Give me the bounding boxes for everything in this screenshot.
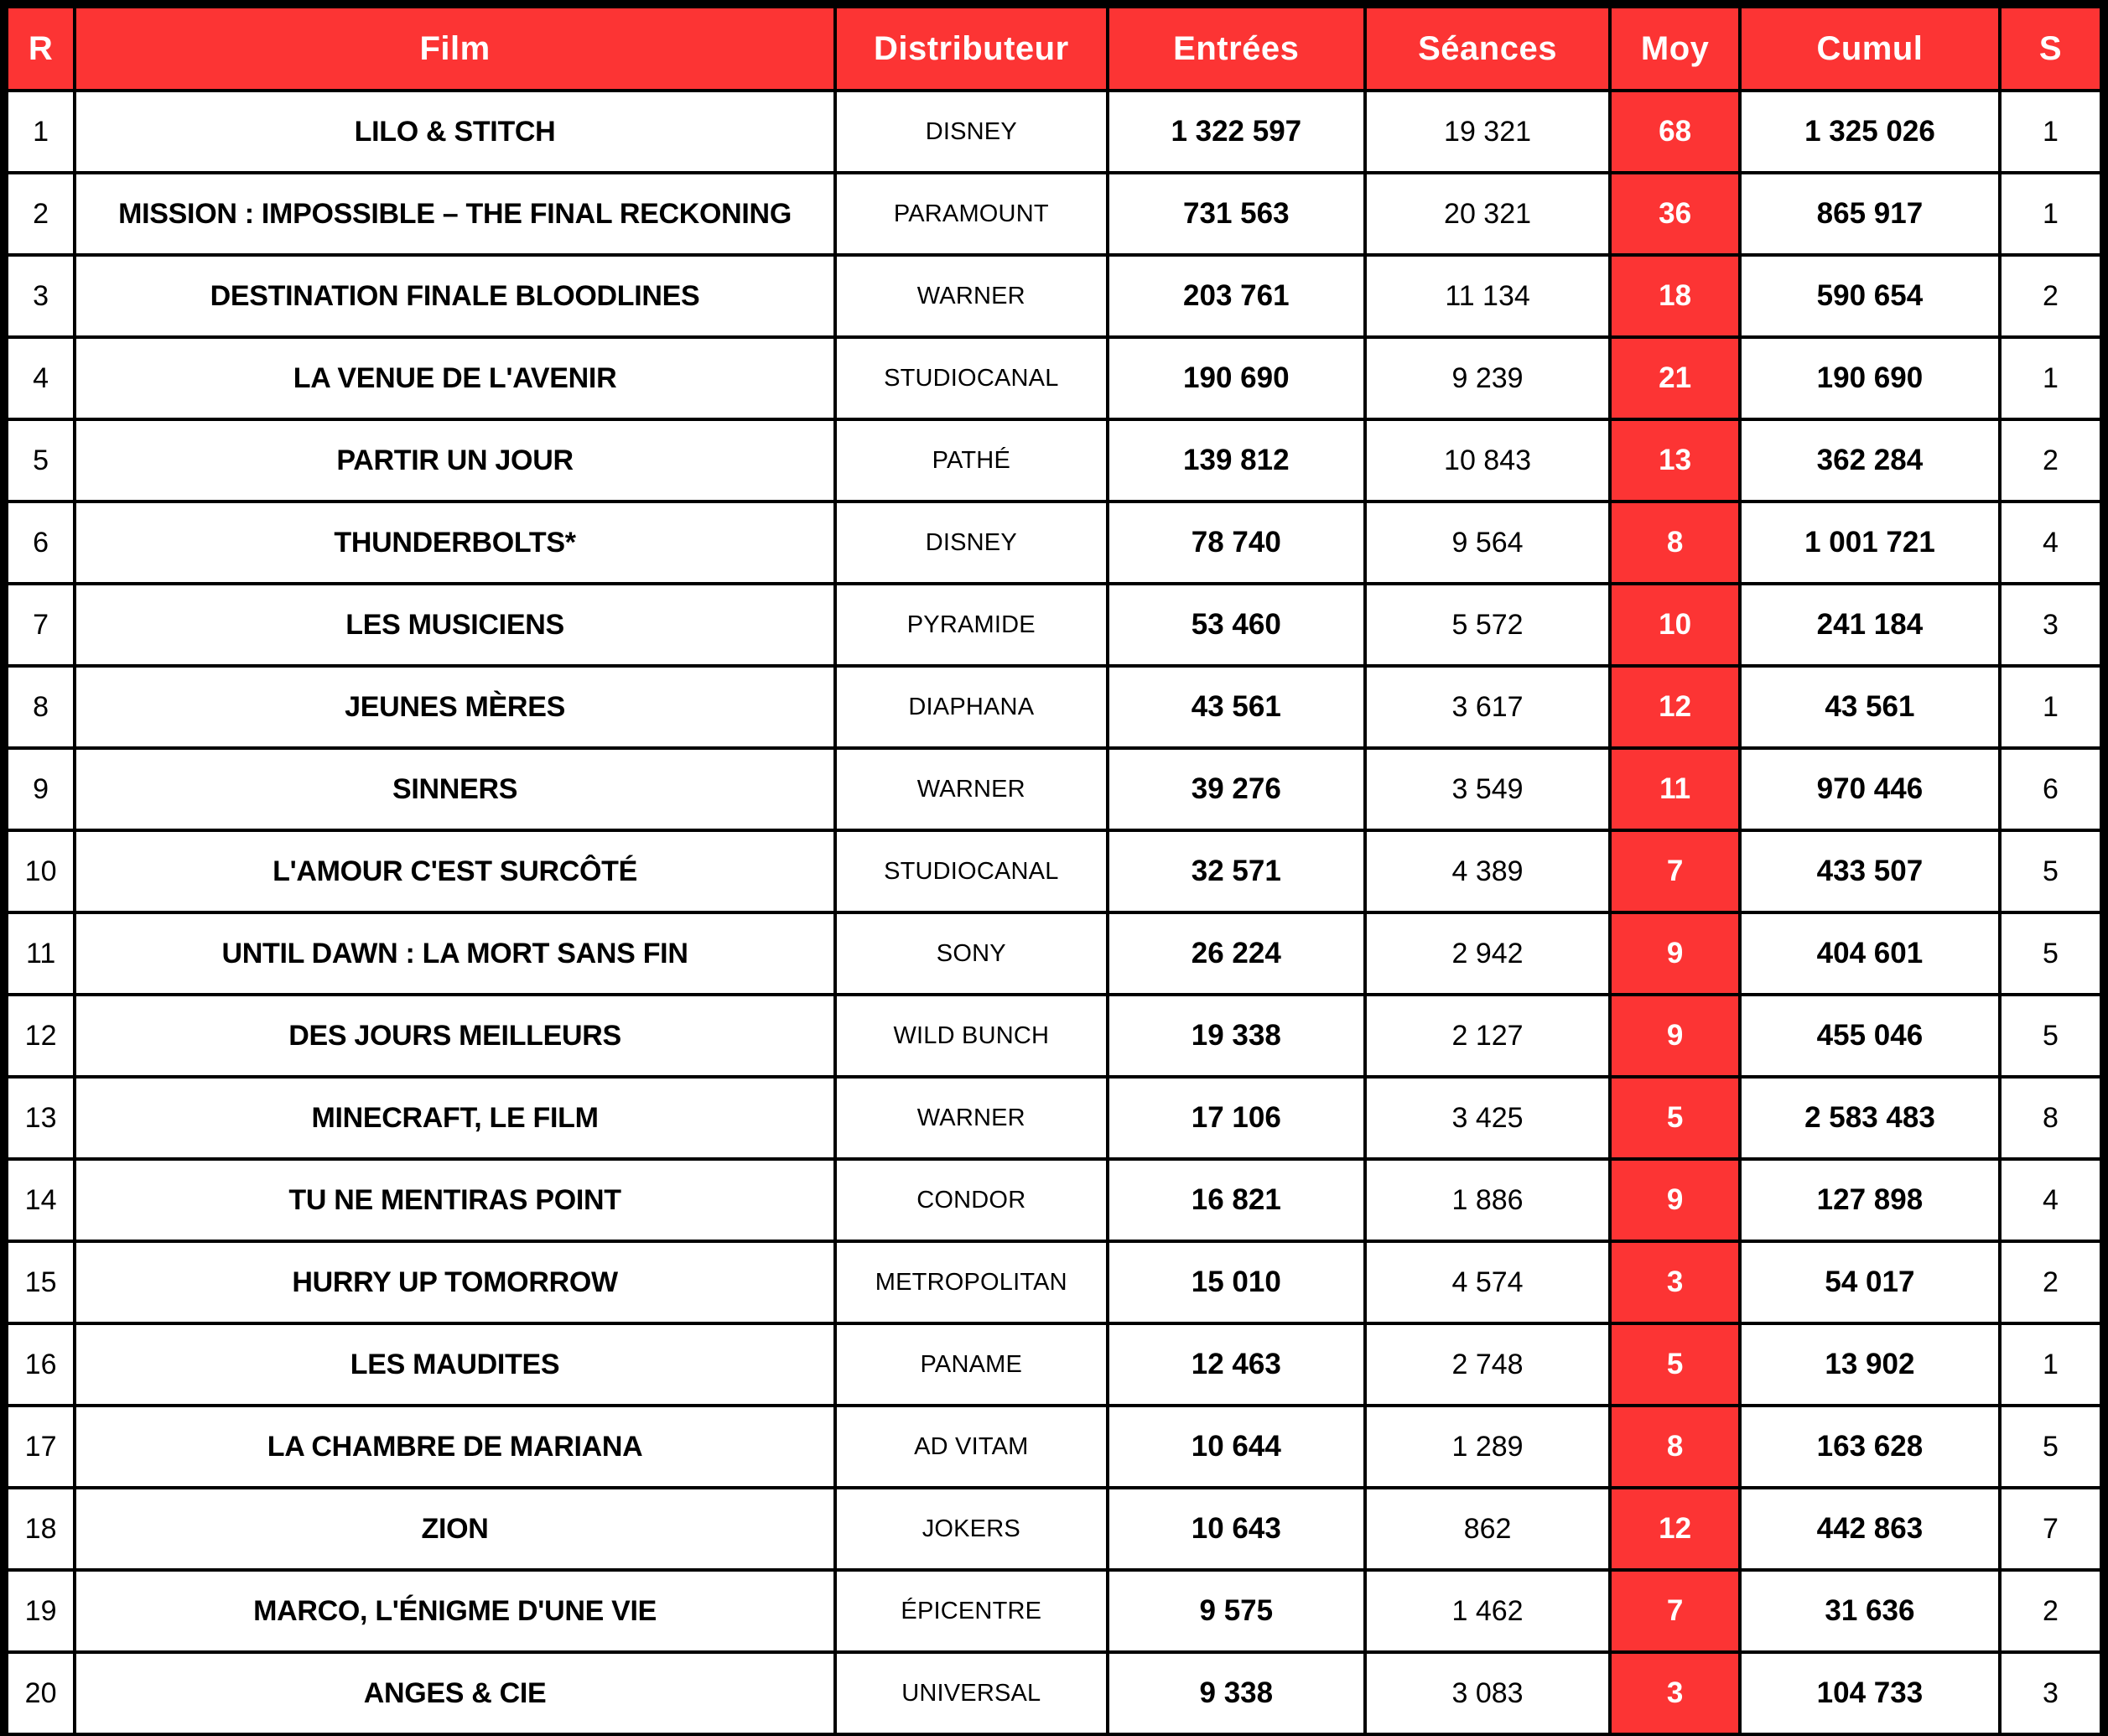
table-row	[7, 1652, 2101, 1734]
cumul-cell: 13 902	[1740, 1323, 2000, 1406]
moy-cell: 5	[1610, 1077, 1740, 1159]
rank-cell: 15	[7, 1241, 75, 1323]
table-row	[7, 1159, 2101, 1241]
sem-cell: 2	[2000, 255, 2101, 337]
moy-cell: 9	[1610, 1159, 1740, 1241]
sem-cell: 2	[2000, 419, 2101, 502]
dist-cell: UNIVERSAL	[835, 1652, 1108, 1734]
dist-cell: ÉPICENTRE	[835, 1570, 1108, 1652]
rank-cell: 7	[7, 584, 75, 666]
moy-cell: 21	[1610, 337, 1740, 419]
box-office-table	[5, 5, 2103, 1736]
sem-cell: 5	[2000, 912, 2101, 995]
table-row	[7, 1570, 2101, 1652]
table-row	[7, 912, 2101, 995]
cumul-cell: 590 654	[1740, 255, 2000, 337]
cumul-cell: 362 284	[1740, 419, 2000, 502]
sem-cell: 7	[2000, 1488, 2101, 1570]
sem-cell: 1	[2000, 91, 2101, 173]
seances-cell: 4 389	[1365, 830, 1610, 912]
seances-cell: 2 748	[1365, 1323, 1610, 1406]
entrees-cell: 43 561	[1108, 666, 1365, 748]
moy-cell: 8	[1610, 1406, 1740, 1488]
seances-cell: 3 549	[1365, 748, 1610, 830]
table-row	[7, 255, 2101, 337]
entrees-cell: 731 563	[1108, 173, 1365, 255]
dist-cell: JOKERS	[835, 1488, 1108, 1570]
moy-cell: 12	[1610, 1488, 1740, 1570]
table-row	[7, 666, 2101, 748]
table-row	[7, 1241, 2101, 1323]
moy-cell: 3	[1610, 1652, 1740, 1734]
rank-cell: 3	[7, 255, 75, 337]
entrees-cell: 53 460	[1108, 584, 1365, 666]
seances-cell: 3 425	[1365, 1077, 1610, 1159]
entrees-cell: 10 644	[1108, 1406, 1365, 1488]
seances-cell: 3 083	[1365, 1652, 1610, 1734]
moy-cell: 9	[1610, 995, 1740, 1077]
entrees-cell: 190 690	[1108, 337, 1365, 419]
film-cell: L'AMOUR C'EST SURCÔTÉ	[75, 830, 835, 912]
film-cell: SINNERS	[75, 748, 835, 830]
cumul-cell: 442 863	[1740, 1488, 2000, 1570]
moy-cell: 12	[1610, 666, 1740, 748]
rank-cell: 4	[7, 337, 75, 419]
film-cell: LA VENUE DE L'AVENIR	[75, 337, 835, 419]
film-cell: THUNDERBOLTS*	[75, 502, 835, 584]
film-cell: DESTINATION FINALE BLOODLINES	[75, 255, 835, 337]
cumul-cell: 433 507	[1740, 830, 2000, 912]
header-film: Film	[75, 7, 835, 91]
cumul-cell: 1 001 721	[1740, 502, 2000, 584]
moy-cell: 11	[1610, 748, 1740, 830]
seances-cell: 5 572	[1365, 584, 1610, 666]
header-semaines: S	[2000, 7, 2101, 91]
entrees-cell: 19 338	[1108, 995, 1365, 1077]
header-moy: Moy	[1610, 7, 1740, 91]
header-row	[7, 7, 2101, 91]
rank-cell: 12	[7, 995, 75, 1077]
seances-cell: 9 239	[1365, 337, 1610, 419]
entrees-cell: 78 740	[1108, 502, 1365, 584]
table-row	[7, 502, 2101, 584]
cumul-cell: 127 898	[1740, 1159, 2000, 1241]
rank-cell: 14	[7, 1159, 75, 1241]
rank-cell: 19	[7, 1570, 75, 1652]
dist-cell: STUDIOCANAL	[835, 830, 1108, 912]
rank-cell: 10	[7, 830, 75, 912]
entrees-cell: 16 821	[1108, 1159, 1365, 1241]
sem-cell: 1	[2000, 1323, 2101, 1406]
moy-cell: 8	[1610, 502, 1740, 584]
film-cell: DES JOURS MEILLEURS	[75, 995, 835, 1077]
film-cell: UNTIL DAWN : LA MORT SANS FIN	[75, 912, 835, 995]
entrees-cell: 139 812	[1108, 419, 1365, 502]
seances-cell: 1 289	[1365, 1406, 1610, 1488]
seances-cell: 1 462	[1365, 1570, 1610, 1652]
seances-cell: 3 617	[1365, 666, 1610, 748]
sem-cell: 1	[2000, 337, 2101, 419]
moy-cell: 36	[1610, 173, 1740, 255]
header-distributeur: Distributeur	[835, 7, 1108, 91]
cumul-cell: 31 636	[1740, 1570, 2000, 1652]
seances-cell: 2 127	[1365, 995, 1610, 1077]
sem-cell: 5	[2000, 1406, 2101, 1488]
entrees-cell: 9 575	[1108, 1570, 1365, 1652]
rank-cell: 13	[7, 1077, 75, 1159]
cumul-cell: 455 046	[1740, 995, 2000, 1077]
rank-cell: 8	[7, 666, 75, 748]
entrees-cell: 203 761	[1108, 255, 1365, 337]
seances-cell: 19 321	[1365, 91, 1610, 173]
cumul-cell: 190 690	[1740, 337, 2000, 419]
moy-cell: 13	[1610, 419, 1740, 502]
film-cell: MINECRAFT, LE FILM	[75, 1077, 835, 1159]
sem-cell: 3	[2000, 584, 2101, 666]
dist-cell: WILD BUNCH	[835, 995, 1108, 1077]
rank-cell: 17	[7, 1406, 75, 1488]
moy-cell: 68	[1610, 91, 1740, 173]
moy-cell: 10	[1610, 584, 1740, 666]
header-seances: Séances	[1365, 7, 1610, 91]
table-row	[7, 337, 2101, 419]
rank-cell: 2	[7, 173, 75, 255]
film-cell: LES MUSICIENS	[75, 584, 835, 666]
film-cell: JEUNES MÈRES	[75, 666, 835, 748]
cumul-cell: 163 628	[1740, 1406, 2000, 1488]
entrees-cell: 32 571	[1108, 830, 1365, 912]
header-rank: R	[7, 7, 75, 91]
entrees-cell: 10 643	[1108, 1488, 1365, 1570]
rank-cell: 18	[7, 1488, 75, 1570]
cumul-cell: 970 446	[1740, 748, 2000, 830]
table-row	[7, 830, 2101, 912]
cumul-cell: 43 561	[1740, 666, 2000, 748]
cumul-cell: 865 917	[1740, 173, 2000, 255]
seances-cell: 11 134	[1365, 255, 1610, 337]
dist-cell: PANAME	[835, 1323, 1108, 1406]
sem-cell: 8	[2000, 1077, 2101, 1159]
dist-cell: AD VITAM	[835, 1406, 1108, 1488]
sem-cell: 2	[2000, 1570, 2101, 1652]
table-row	[7, 419, 2101, 502]
dist-cell: DISNEY	[835, 502, 1108, 584]
rank-cell: 9	[7, 748, 75, 830]
cumul-cell: 1 325 026	[1740, 91, 2000, 173]
film-cell: MARCO, L'ÉNIGME D'UNE VIE	[75, 1570, 835, 1652]
dist-cell: STUDIOCANAL	[835, 337, 1108, 419]
cumul-cell: 54 017	[1740, 1241, 2000, 1323]
rank-cell: 1	[7, 91, 75, 173]
film-cell: PARTIR UN JOUR	[75, 419, 835, 502]
entrees-cell: 12 463	[1108, 1323, 1365, 1406]
seances-cell: 2 942	[1365, 912, 1610, 995]
dist-cell: PYRAMIDE	[835, 584, 1108, 666]
dist-cell: WARNER	[835, 748, 1108, 830]
table-row	[7, 1488, 2101, 1570]
sem-cell: 5	[2000, 830, 2101, 912]
film-cell: LES MAUDITES	[75, 1323, 835, 1406]
dist-cell: WARNER	[835, 255, 1108, 337]
dist-cell: PATHÉ	[835, 419, 1108, 502]
dist-cell: DISNEY	[835, 91, 1108, 173]
table-row	[7, 1323, 2101, 1406]
film-cell: HURRY UP TOMORROW	[75, 1241, 835, 1323]
sem-cell: 4	[2000, 502, 2101, 584]
entrees-cell: 39 276	[1108, 748, 1365, 830]
table-row	[7, 748, 2101, 830]
moy-cell: 7	[1610, 1570, 1740, 1652]
sem-cell: 1	[2000, 173, 2101, 255]
moy-cell: 7	[1610, 830, 1740, 912]
sem-cell: 1	[2000, 666, 2101, 748]
film-cell: ZION	[75, 1488, 835, 1570]
rank-cell: 16	[7, 1323, 75, 1406]
table-row	[7, 173, 2101, 255]
table-body	[7, 91, 2101, 1734]
moy-cell: 5	[1610, 1323, 1740, 1406]
seances-cell: 4 574	[1365, 1241, 1610, 1323]
seances-cell: 20 321	[1365, 173, 1610, 255]
table-row	[7, 1406, 2101, 1488]
rank-cell: 11	[7, 912, 75, 995]
entrees-cell: 26 224	[1108, 912, 1365, 995]
cumul-cell: 241 184	[1740, 584, 2000, 666]
seances-cell: 10 843	[1365, 419, 1610, 502]
sem-cell: 4	[2000, 1159, 2101, 1241]
moy-cell: 9	[1610, 912, 1740, 995]
cumul-cell: 404 601	[1740, 912, 2000, 995]
sem-cell: 6	[2000, 748, 2101, 830]
film-cell: ANGES & CIE	[75, 1652, 835, 1734]
dist-cell: METROPOLITAN	[835, 1241, 1108, 1323]
entrees-cell: 1 322 597	[1108, 91, 1365, 173]
table-row	[7, 91, 2101, 173]
table-row	[7, 1077, 2101, 1159]
seances-cell: 9 564	[1365, 502, 1610, 584]
film-cell: MISSION : IMPOSSIBLE – THE FINAL RECKONING	[75, 173, 835, 255]
header-entrees: Entrées	[1108, 7, 1365, 91]
entrees-cell: 17 106	[1108, 1077, 1365, 1159]
header-cumul: Cumul	[1740, 7, 2000, 91]
table-row	[7, 995, 2101, 1077]
seances-cell: 1 886	[1365, 1159, 1610, 1241]
moy-cell: 18	[1610, 255, 1740, 337]
sem-cell: 3	[2000, 1652, 2101, 1734]
film-cell: LA CHAMBRE DE MARIANA	[75, 1406, 835, 1488]
film-cell: LILO & STITCH	[75, 91, 835, 173]
film-cell: TU NE MENTIRAS POINT	[75, 1159, 835, 1241]
dist-cell: SONY	[835, 912, 1108, 995]
seances-cell: 862	[1365, 1488, 1610, 1570]
entrees-cell: 15 010	[1108, 1241, 1365, 1323]
dist-cell: PARAMOUNT	[835, 173, 1108, 255]
table-header	[7, 7, 2101, 91]
dist-cell: WARNER	[835, 1077, 1108, 1159]
sem-cell: 2	[2000, 1241, 2101, 1323]
moy-cell: 3	[1610, 1241, 1740, 1323]
entrees-cell: 9 338	[1108, 1652, 1365, 1734]
sem-cell: 5	[2000, 995, 2101, 1077]
dist-cell: DIAPHANA	[835, 666, 1108, 748]
cumul-cell: 104 733	[1740, 1652, 2000, 1734]
rank-cell: 5	[7, 419, 75, 502]
rank-cell: 6	[7, 502, 75, 584]
table-row	[7, 584, 2101, 666]
rank-cell: 20	[7, 1652, 75, 1734]
dist-cell: CONDOR	[835, 1159, 1108, 1241]
cumul-cell: 2 583 483	[1740, 1077, 2000, 1159]
